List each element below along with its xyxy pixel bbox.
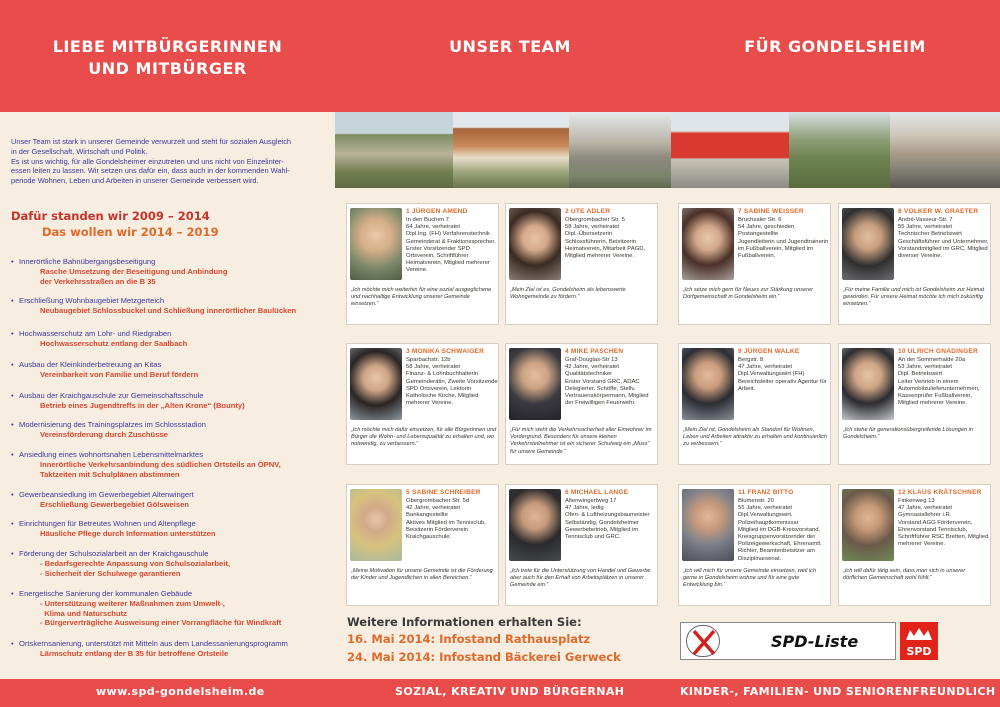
candidate-info: Altenwingertweg 17 47 Jahre, ledig Ofen- & Luftheizungsbaumeister Selbständig, Gondelsheimer Gewerbebetrieb, Mitglied im Tennisclub und GRC.: [565, 498, 650, 541]
green-field-photo: [789, 112, 890, 188]
candidate-card: [678, 484, 831, 606]
candidate-quote: „Ich will dafür tätig sein, dass man sich in unserer dörflichen Gemeinschaft wohl fühlt.“: [843, 568, 966, 582]
candidate-info: In den Buchen 7 64 Jahre, verheiratet Dipl.Ing. (FH) Verfahrenstechnik Gemeinderat & Fraktionssprecher, Erster Vorsitzender SPD Ortsverein, Schriftführer Heimatverein, Mitglied mehrerer Vereine.: [406, 217, 496, 274]
candidate-photo: [682, 489, 734, 561]
candidate-photo: [350, 348, 402, 420]
goal-future: Rasche Umsetzung der Beseitigung und Anbindung der Verkehrsstraßen an die B 35: [40, 267, 228, 286]
candidate-name: 9 JÜRGEN WALKE: [738, 348, 800, 355]
bullet: •: [11, 549, 14, 558]
bullet: •: [11, 490, 14, 499]
bullet: •: [11, 329, 14, 338]
goal-past: Gewerbeansiedlung im Gewerbegebiet Altenwingert: [19, 490, 194, 499]
candidate-info: Obergrombacher Str. 5d 42 Jahre, verheiratet Bankangestellte Aktives Mitglied im Tennisclub, Beisitzerin Förderverein Kraichgauschule.: [406, 498, 486, 541]
goal-past: Förderung der Schulsozialarbeit an der Kraichgauschule: [19, 549, 209, 558]
candidate-card: [838, 484, 991, 606]
gondelsheim-title: FÜR GONDELSHEIM: [744, 37, 926, 56]
candidate-photo: [350, 208, 402, 280]
goal-past: Modernisierung des Trainingsplatzes im Schlossstadion: [19, 420, 206, 429]
candidate-info: Bruchsaler Str. 6 54 Jahre, geschieden Postangestellte Jugendleiterin und Jugendtrainerin im Fußballverein, Mitglied im Fußballverein.: [738, 217, 829, 260]
village-street-photo: [890, 112, 1000, 188]
candidate-name: 2 UTE ADLER: [565, 208, 611, 215]
goal-past: Ansiedlung eines wohnortsnahen Lebensmittelmarktes: [19, 450, 204, 459]
candidate-name: 10 ULRICH GNÄDINGER: [898, 348, 979, 355]
candidate-info: Bergstr. 8 47 Jahre, verheiratet Dipl.Verwaltungswirt (FH) Bereichsleiter operativ Agentur für Arbeit.: [738, 357, 827, 392]
team-title: UNSER TEAM: [449, 37, 571, 56]
intro-line: in der Gesellschaft, Wirtschaft und Politik.: [11, 146, 148, 156]
candidate-card: [346, 343, 499, 465]
footer-motto: KINDER-, FAMILIEN- UND SENIORENFREUNDLICH: [680, 685, 996, 698]
goal-past: Ausbau der Kraichgauschule zur Gemeinschaftsschule: [19, 391, 204, 400]
candidate-quote: „Meine Motivation für unsere Gemeinde ist die Förderung der Kinder und Jugendlichen in allen Bereichen.“: [351, 568, 493, 582]
candidate-name: 5 SABINE SCHREIBER: [406, 489, 481, 496]
stood-for-heading: Dafür standen wir 2009 – 2014: [11, 209, 210, 223]
bullet: •: [11, 360, 14, 369]
goal-future: Vereinbarkeit von Familie und Beruf fördern: [40, 370, 199, 379]
goal-future: Neubaugebiet Schlossbuckel und Schließung innerörtlicher Baulücken: [40, 306, 297, 315]
footer-slogan: SOZIAL, KREATIV UND BÜRGERNAH: [395, 685, 625, 698]
candidate-photo: [682, 348, 734, 420]
ballot-label: SPD-Liste: [771, 632, 859, 651]
candidate-info: Blumenstr. 20 55 Jahre, verheiratet Dipl.Verwaltungswirt, Polizeihauptkommissar Mitglied im DGB-Kreisvorstand, Kreisgruppenvorsitzender der Polizeigewerkschaft, Ehrenamtl. Richter, Beamtenbeisitzer am Disziplinarsenat.: [738, 498, 822, 562]
candidate-name: 8 VOLKER W. GRAETER: [898, 208, 979, 215]
candidate-info: Finkenweg 13 47 Jahre, verheiratet Gymnasiallehrer i.R. Vorstand AGG Förderverein, Ehrenvorstand Tennisclub, Schriftführer RSC Bretten, Mitglied mehrerer Vereine.: [898, 498, 989, 548]
intro-line: essen leiten zu lassen. Wir setzen uns dafür ein, dass auch in der kommenden Wahl-: [11, 166, 290, 176]
candidate-name: 1 JÜRGEN AMEND: [406, 208, 468, 215]
candidate-info: Sparbachstr. 12b 58 Jahre, verheiratet Finanz- & Lohnbuchhalterin Gemeinderätin, Zweite Vorsitzende SPD Ortsverein, Lektorin Katholische Kirche, Mitglied mehrerer Vereine.: [406, 357, 498, 407]
footer-bar: [0, 679, 1000, 707]
candidate-photo: [509, 489, 561, 561]
goal-future: Erschließung Gewerbegebiet Gölsweisen: [40, 500, 189, 509]
candidate-photo: [682, 208, 734, 280]
logo-text: SPD: [906, 645, 932, 658]
candidate-quote: „Ich möchte mich weiterhin für eine sozial ausgeglichene und nachhaltige Entwicklung unserer Gemeinde einsetzen.“: [351, 287, 492, 308]
goal-future: Innerörtliche Verkehrsanbindung des südlichen Ortsteils an ÖPNV, Taktzeiten mit Schulplänen abstimmen: [40, 460, 281, 479]
intro-line: periode Wohnen, Leben und Arbeiten in unserer Gemeinde verbessert wird.: [11, 176, 259, 186]
want-heading: Das wollen wir 2014 – 2019: [42, 225, 219, 239]
candidate-quote: „Ich will mich für unsere Gemeinde einsetzen, weil ich gerne in Gondelsheim wohne und für eine gute Entwicklung bin.“: [683, 568, 817, 589]
candidate-name: 6 MICHAEL LANGE: [565, 489, 629, 496]
housing-photo: [453, 112, 569, 188]
bullet: •: [11, 420, 14, 429]
spd-logo: [900, 622, 938, 660]
candidate-info: Graf-Douglas-Str 13 42 Jahre, verheiratet Qualitätstechniker Erster Vorstand GRC, ADAC Delegierter, Schöffe, Stellv. Vertrauenskörpermann, Mitglied der Freiwilligen Feuerwehr.: [565, 357, 649, 407]
goal-future: - Unterstützung weiterer Maßnahmen zum Umwelt-, Klima und Naturschutz - Bürgerverträgliche Ausweisung einer Vorrangfläche für Windkraft: [40, 599, 282, 628]
candidate-info: An der Sommerhalde 20a 53 Jahre, verheiratet Dipl. Betriebswirt Leiter Vertrieb in einem Automobilzulieferunternehmen, Kassenprüfer Fußballverein, Mitglied mehrerer Vereine.: [898, 357, 980, 407]
goal-past: Erschließung Wohnbaugebiet Metzgerteich: [19, 296, 165, 305]
goal-future: Hochwasserschutz entlang der Saalbach: [40, 339, 188, 348]
candidate-name: 11 FRANZ BITTO: [738, 489, 794, 496]
candidate-info: Obergrombacher Str. 5 58 Jahre, verheiratet Dipl.-Übersetzerin Schlossführerin, Beisitzerin Heimatverein, Mitarbeit PAGD, Mitglied mehrerer Vereine.: [565, 217, 646, 260]
goal-future: Lärmschutz entlang der B 35 für betroffene Ortsteile: [40, 649, 229, 658]
greeting-title: [40, 36, 295, 80]
goal-future: Vereinsförderung durch Zuschüsse: [40, 430, 168, 439]
goal-future: - Bedarfsgerechte Anpassung von Schulsozialarbeit, - Sicherheit der Schulwege garantieren: [40, 559, 231, 578]
header-bar: [0, 0, 1000, 112]
town-aerial-photo: [335, 112, 453, 188]
goal-past: Einrichtungen für Betreutes Wohnen und Altenpflege: [19, 519, 196, 528]
party-emblem-icon: [900, 624, 938, 646]
candidate-quote: „Mein Ziel ist, Gondelsheim als Standort für Wohnen, Leben und Arbeiten attraktiv zu erhalten und kontinuierlich zu verbessern.“: [683, 427, 828, 448]
candidate-name: 4 MIKE PASCHEN: [565, 348, 624, 355]
bullet: •: [11, 589, 14, 598]
rail-crossing-photo: [569, 112, 671, 188]
bullet: •: [11, 257, 14, 266]
candidate-card: [505, 203, 658, 325]
intro-line: Es ist uns wichtig, für alle Gondelsheimer einzutreten und uns nicht von Einzelinter-: [11, 156, 284, 166]
town-photo-strip: [335, 112, 1000, 188]
bullet: •: [11, 391, 14, 400]
candidate-card: [838, 343, 991, 465]
website-link[interactable]: www.spd-gondelsheim.de: [96, 685, 265, 698]
candidate-card: [678, 343, 831, 465]
info-date-2: 24. Mai 2014: Infostand Bäckerei Gerweck: [347, 650, 621, 664]
bullet: •: [11, 450, 14, 459]
candidate-card: [838, 203, 991, 325]
candidate-quote: „Mein Ziel ist es, Gondelsheim als lebenswerte Wohngemeinde zu fördern.“: [510, 287, 626, 301]
candidate-card: [346, 484, 499, 606]
candidate-quote: „Ich stehe für generationsübergreifende Lösungen in Gondelsheim.“: [843, 427, 973, 441]
candidate-quote: „Für meine Familie und mich ist Gondelsheim zur Heimat geworden. Für unsere Heimat möchte ich mich zukünftig einsetzen.“: [843, 287, 985, 308]
intro-line: Unser Team ist stark in unserer Gemeinde verwurzelt und steht für sozialen Ausgleich: [11, 137, 292, 146]
goal-past: Ortskernsanierung, unterstützt mit Mitteln aus dem Landessanierungsprogramm: [19, 639, 288, 648]
bullet: •: [11, 639, 14, 648]
candidate-photo: [350, 489, 402, 561]
goal-future: Häusliche Pflege durch Information unterstützen: [40, 529, 216, 538]
candidate-quote: „Für mich steht die Verkehrssicherheit aller Einwohner im Vordergrund. Besonders für unsere kleinen Verkehrsteilnehmer ist ein sicherer Schulweg ein „Muss“ für unsere Gemeinde.“: [510, 427, 652, 455]
candidate-card: [505, 343, 658, 465]
info-date-1: 16. Mai 2014: Infostand Rathausplatz: [347, 632, 591, 646]
goal-past: Energetische Sanierung der kommunalen Gebäude: [19, 589, 193, 598]
intro-text: [11, 137, 323, 186]
cross-mark-icon: [687, 626, 721, 658]
candidate-photo: [842, 489, 894, 561]
candidate-name: 3 MONIKA SCHWAIGER: [406, 348, 485, 355]
candidate-quote: „Ich trete für die Unterstützung von Handel und Gewerbe aber auch für den Erhalt von Arbeitsplätzen in unserer Gemeinde ein.“: [510, 568, 651, 589]
greeting-title-line1: LIEBE MITBÜRGERINNEN: [52, 37, 283, 56]
ballot-cross-circle: [686, 625, 720, 657]
candidate-card: [346, 203, 499, 325]
supermarket-photo: [671, 112, 789, 188]
goal-past: Innerörtliche Bahnübergangsbeseitigung: [19, 257, 156, 266]
candidate-photo: [509, 208, 561, 280]
candidate-card: [678, 203, 831, 325]
bullet: •: [11, 296, 14, 305]
candidate-card: [505, 484, 658, 606]
greeting-title-line2: UND MITBÜRGER: [88, 59, 247, 78]
goal-future: Betrieb eines Jugendtreffs in der „Alten Krone“ (Bounty): [40, 401, 245, 410]
more-info-heading: Weitere Informationen erhalten Sie:: [347, 615, 582, 629]
candidate-quote: „Ich setze mich gern für Neues zur Stärkung unserer Dorfgemeinschaft in Gondelsheim ein.“: [683, 287, 813, 301]
candidate-name: 12 KLAUS KRÄTSCHNER: [898, 489, 982, 496]
candidate-name: 7 SABINE WEISSER: [738, 208, 804, 215]
ballot-box: [680, 622, 896, 660]
bullet: •: [11, 519, 14, 528]
candidate-photo: [842, 208, 894, 280]
goal-past: Ausbau der Kleinkinderbetreuung an Kitas: [19, 360, 162, 369]
candidate-quote: „Ich möchte mich dafür einsetzen, für alle Bürgerinnen und Bürger die Wohn- und Lebensqualität zu erhalten und, wo notwendig, zu verbessern.“: [351, 427, 497, 448]
candidate-photo: [509, 348, 561, 420]
candidate-info: André-Vasseur-Str. 7 55 Jahre, verheiratet Technischer Betriebswirt Geschäftsführer und Unternehmer, Vorstandmitglied im GRC, Mitglied diverser Vereine.: [898, 217, 989, 260]
goal-past: Hochwasserschutz am Lohr- und Riedgraben: [19, 329, 172, 338]
candidate-photo: [842, 348, 894, 420]
